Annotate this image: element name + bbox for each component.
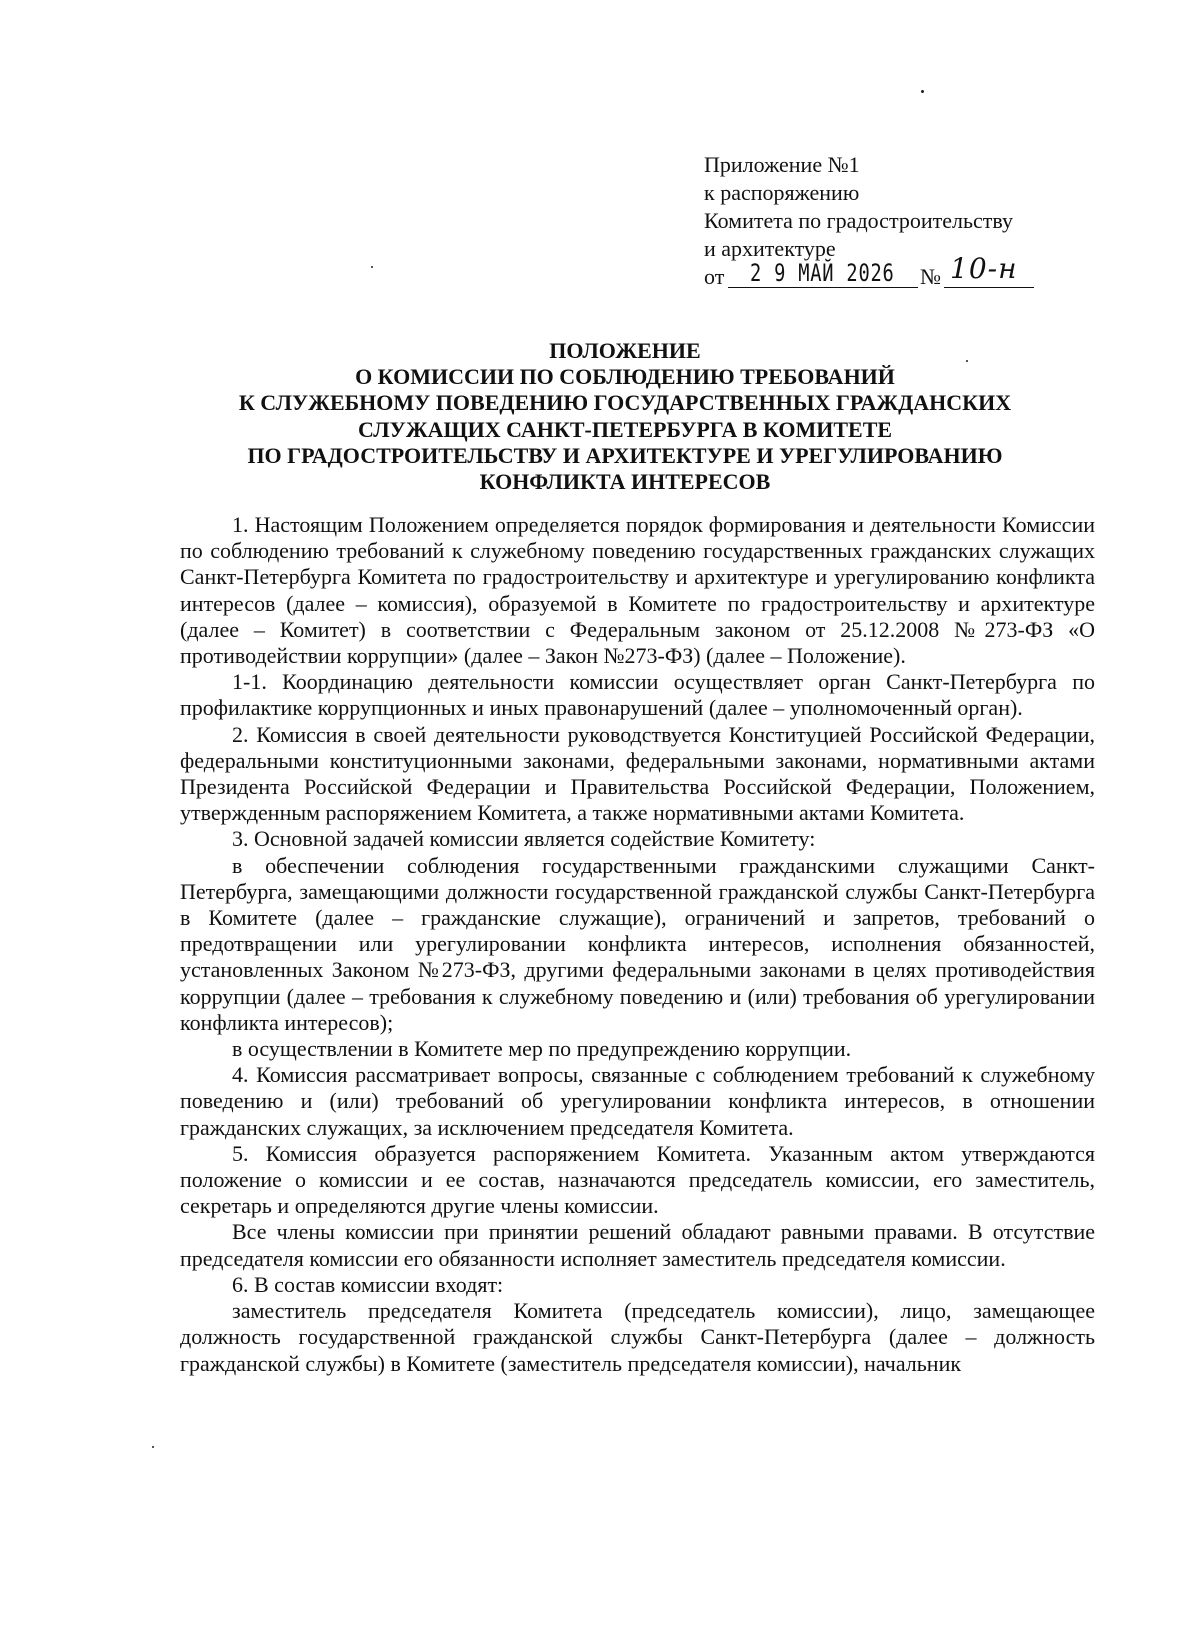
paragraph-1: 1. Настоящим Положением определяется порядок формирования и деятельности Комиссии по соблюдению требований к служебному поведению государственных гражданских служащих Санкт-Петербурга Комитета по градостроительству и архитектуре и урегулированию конфликта интересов (далее – комиссия), образуемой в Комитете по градостроительству и архитектуре (далее – Комитет) в соответствии с Федеральным законом от 25.12.2008 №273-ФЗ «О противодействии коррупции» (далее – Закон №273-ФЗ) (далее – Положение).: [180, 512, 1095, 669]
number-underline: [944, 287, 1034, 288]
document-title: [150, 338, 1100, 495]
paragraph-3-item-1: в обеспечении соблюдения государственными гражданскими служащими Санкт-Петербурга, замещающими должности государственной гражданской службы Санкт-Петербурга в Комитете (далее – гражданские служащие), ограничений и запретов, требований о предотвращении или урегулировании конфликта интересов, исполнения обязанностей, установленных Законом №273-ФЗ, другими федеральными законами в целях противодействия коррупции (далее – требования к служебному поведению и (или) требования об урегулировании конфликта интересов);: [180, 852, 1095, 1035]
appendix-ref-order: к распоряжению: [704, 180, 860, 205]
paragraph-3-item-2: в осуществлении в Комитете мер по предупреждению коррупции.: [232, 1036, 852, 1062]
title-line: КОНФЛИКТА ИНТЕРЕСОВ: [479, 469, 771, 495]
date-stamp: 2 9 МАЙ 2026: [750, 259, 895, 287]
number-handwritten: 10-н: [950, 252, 1018, 285]
date-underline: [728, 287, 918, 288]
title-line: СЛУЖАЩИХ САНКТ-ПЕТЕРБУРГА В КОМИТЕТЕ: [357, 416, 893, 442]
paragraph-6-item-1: заместитель председателя Комитета (председатель комиссии), лицо, замещающее должность государственной гражданской службы Санкт-Петербурга (далее – должность гражданской службы) в Комитете (заместитель председателя комиссии), начальник: [180, 1298, 1095, 1376]
paragraph-3: 3. Основной задачей комиссии является содействие Комитету:: [232, 826, 816, 852]
appendix-header: [704, 151, 1124, 293]
appendix-date-number-line: [704, 252, 1124, 293]
scan-speck: [152, 1446, 154, 1448]
title-line: ПОЛОЖЕНИЕ: [549, 338, 701, 363]
appendix-ref-committee: Комитета по градостроительству: [704, 208, 1014, 233]
paragraph-1-1: 1-1. Координацию деятельности комиссии осуществляет орган Санкт-Петербурга по профилактике коррупционных и иных правонарушений (далее – уполномоченный орган).: [180, 669, 1095, 721]
title-line: К СЛУЖЕБНОМУ ПОВЕДЕНИЮ ГОСУДАРСТВЕННЫХ ГРАЖДАНСКИХ: [238, 390, 1012, 416]
date-prefix: от: [704, 264, 725, 289]
appendix-ref-architecture: и архитектуре: [704, 236, 836, 261]
number-label: №: [920, 264, 941, 289]
paragraph-2: 2. Комиссия в своей деятельности руководствуется Конституцией Российской Федерации, федеральными конституционными законами, федеральными законами, нормативными актами Президента Российской Федерации и Правительства Российской Федерации, Положением, утвержденным распоряжением Комитета, а также нормативными актами Комитета.: [180, 721, 1095, 826]
title-line: О КОМИССИИ ПО СОБЛЮДЕНИЮ ТРЕБОВАНИЙ: [355, 364, 895, 390]
scan-speck: [371, 266, 373, 268]
document-body: [180, 512, 1095, 1377]
paragraph-5: 5. Комиссия образуется распоряжением Комитета. Указанным актом утверждаются положение о комиссии и ее состав, назначаются председатель комиссии, его заместитель, секретарь и определяются другие члены комиссии.: [180, 1140, 1095, 1219]
paragraph-4: 4. Комиссия рассматривает вопросы, связанные с соблюдением требований к служебному поведению и (или) требований об урегулировании конфликта интересов, в отношении гражданских служащих, за исключением председателя Комитета.: [180, 1062, 1095, 1140]
paragraph-6: 6. В состав комиссии входят:: [232, 1271, 504, 1297]
paragraph-5-cont: Все члены комиссии при принятии решений обладают равными правами. В отсутствие председателя комиссии его обязанности исполняет заместитель председателя комиссии.: [180, 1219, 1095, 1271]
appendix-title: Приложение №1: [704, 152, 860, 177]
title-line: ПО ГРАДОСТРОИТЕЛЬСТВУ И АРХИТЕКТУРЕ И УРЕГУЛИРОВАНИЮ: [247, 442, 1003, 468]
scan-speck: [921, 90, 924, 93]
